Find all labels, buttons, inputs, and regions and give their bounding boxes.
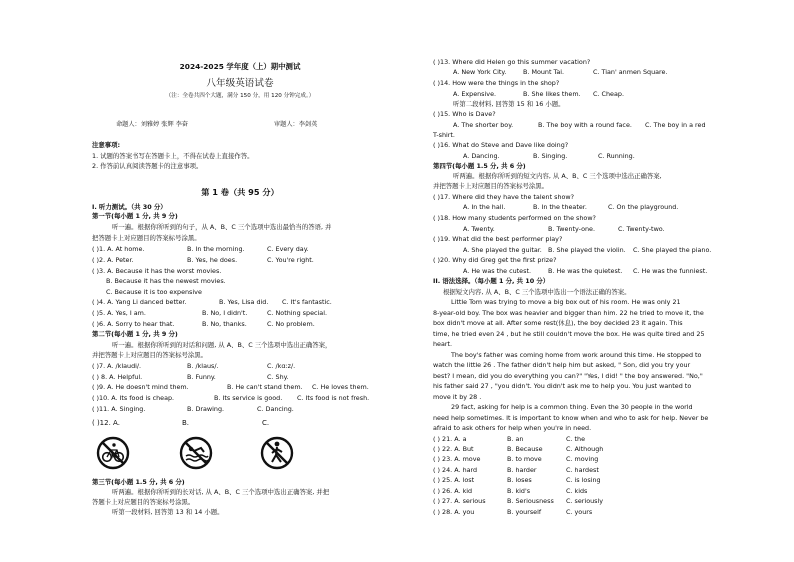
option-c: C. No problem. [267,320,315,328]
option-c: C. Cheap. [593,90,624,98]
option-c: C. Dancing. [257,405,294,413]
option-b: B. kid's [507,487,531,495]
option-c: C. Every day. [267,245,309,253]
question-stem: ( ) 28. A. you [433,508,475,516]
question-stem: ( )16. What do Steve and Dave like doing? [433,141,569,149]
question-stem: ( ) 24. A. hard [433,466,478,474]
section-heading: 第三节(每小题 1.5 分, 共 6 分) [92,478,185,486]
passage-line: box didn't move at all. After some rest(休息), the boy decided 23 it again. This [433,319,683,327]
option-c: C. You're right. [267,256,314,264]
option-b: B. No, I didn't. [202,309,248,317]
option-a: A. He was the cutest. [463,267,531,275]
option-c: C. On the playground. [608,203,679,211]
option-c: C. Twenty-two. [618,225,665,233]
option-b: B. Yes, he does. [187,256,238,264]
exam-subtitle: 八年级英语试卷 [206,78,274,89]
question-stem: ( )1. A. At home. [92,245,145,253]
notice-heading: 注意事项: [92,141,121,149]
exam-note: （注：全卷共四个大题，满分 150 分，用 120 分钟完成。） [165,93,315,99]
passage-line: Little Tom was trying to move a big box out of his room. He was only 21 [451,298,681,306]
option-b: B. Funny. [187,373,216,381]
question-stem: ( )3. A. Because it has the worst movies. [92,267,222,275]
instruction: 并把答题卡上对应题目的答案标号涂黑。 [433,182,549,190]
option-b: B. Its service is good. [214,394,283,402]
passage-line: afraid to ask others for help when you're in need. [433,424,592,432]
question-stem: ( )4. A. Yang Li danced better. [92,298,187,306]
option-b: B. loses [507,476,532,484]
question-stem: ( )15. Who is Dave? [433,110,496,118]
question-stem: ( )11. A. Singing. [92,405,146,413]
passage-line: 29 fact, asking for help is a common thing. Even the 30 people in the world [451,403,693,411]
question-stem: ( )10. A. Its food is cheap. [92,394,175,402]
question-stem: ( )12. A. [92,419,120,427]
option-b: B. /klaus/. [187,362,219,370]
option-c: C. moving [566,455,599,463]
notice-item: 2. 作答前认真阅读答题卡的注意事项。 [92,162,203,170]
volume-title: 第 1 卷（共 95 分） [201,187,279,197]
option-c: C. Because it is too expensive [106,288,202,296]
option-a: A. She played the guitar. [463,246,542,254]
instruction: 把答题卡上对应题目的答案标号涂黑。 [92,234,201,242]
option-c: C. is losing [566,476,601,484]
option-c: C. hardest [566,466,599,474]
question-stem: ( )7. A. /klaudi/. [92,362,142,370]
option-b: B. Mount Tai. [523,68,565,76]
option-c: C. Shy. [267,373,289,381]
question-stem: ( )17. Where did they have the talent show? [433,193,575,201]
option-b: B. The boy with a round face. [538,121,632,129]
instruction: 听第二段材料, 回答第 15 和 16 小题。 [453,100,565,108]
reviewer: 审题人：李剑英 [274,121,318,128]
option-b: B. Drawing. [187,405,225,413]
question-stem: ( )14. How were the things in the shop? [433,79,560,87]
option-b: B. Twenty-one. [548,225,596,233]
option-b: B. to move [507,455,542,463]
option-c: C. [262,419,270,427]
instruction: 听两遍。根据你所听到的长对话, 从 A、B、C 三个选项中选出正确答案, 并把 [112,488,330,496]
option-c: C. He was the funniest. [633,267,708,275]
section-heading: 第一节(每小题 1 分, 共 9 分) [92,212,178,220]
question-stem: ( ) 25. A. lost [433,476,475,484]
no-cycling-icon [96,436,130,470]
question-stem: ( ) 8. A. Helpful. [92,373,143,381]
option-c: C. He loves them. [312,383,369,391]
option-a: A. The shorter boy. [453,121,514,129]
question-stem: ( ) 26. A. kid [433,487,473,495]
instruction: 根据短文内容, 从 A、B、C 三个选项中选出一个语法正确的答案。 [443,288,631,296]
option-b: B. He can't stand them. [227,383,303,391]
exam-title: 2024-2025 学年度（上）期中测试 [179,62,301,71]
option-c: C. It's fantastic. [282,298,332,306]
question-stem: ( ) 22. A. But [433,445,474,453]
passage-line: The boy's father was coming home from work around this time. He stopped to [451,351,702,359]
option-b: B. He was the quietest. [548,267,623,275]
option-c: C. Running. [598,152,635,160]
option-c: C. kids [566,487,588,495]
section-heading: II. 语法选择。（每小题 1 分, 共 10 分） [433,277,550,285]
option-b: B. Singing. [533,152,568,160]
question-stem: ( )5. A. Yes, I am. [92,309,146,317]
option-c: C. She played the piano. [633,246,712,254]
passage-line: his father said 27 , "you didn't. You didn't ask me to help you. You just wanted to [433,382,692,390]
option-c: C. the [566,435,586,443]
question-stem: ( ) 23. A. move [433,455,481,463]
option-b: B. [182,419,190,427]
question-stem: ( )9. A. He doesn't mind them. [92,383,189,391]
option-c: C. Its food is not fresh. [297,394,370,402]
passage-line: watch the little 26 . The father didn't help him but asked, " Son, did you try your [433,361,691,369]
option-c: C. The boy in a red [645,121,706,129]
option-b: B. Because it has the newest movies. [106,277,226,285]
section-heading: I. 听力测试。（共 30 分） [92,203,167,211]
option-b: B. yourself [507,508,542,516]
passage-line: move it by 28 . [433,393,482,401]
option-c: C. /kɑːz/. [267,362,296,370]
option-a: A. Dancing. [463,152,500,160]
option-c: C. Tian' anmen Square. [593,68,668,76]
setters: 命题人：刘雅婷 张辉 李奋 [116,121,188,128]
option-b: B. Because [507,445,543,453]
question-stem: ( )18. How many students performed on the show? [433,214,596,222]
option-b: B. an [507,435,524,443]
section-heading: 第四节(每小题 1.5 分, 共 6 分) [433,162,526,170]
question-stem: ( ) 27. A. serious [433,497,486,505]
instruction: 听第一段材料, 回答第 13 和 14 小题。 [112,508,224,516]
passage-line: heart. [433,340,453,348]
passage-line: best? I mean, did you do everything you can?" "Yes, I did! " the boy answered. "No," [433,372,703,380]
instruction: 听两遍。根据你所听到的短文内容, 从 A、B、C 三个选项中选出正确答案, [453,172,662,180]
section-heading: 第二节(每小题 1 分, 共 9 分) [92,330,178,338]
passage-line: 8-year-old boy. The box was heavier and bigger than him. 22 he tried to move it, the [433,309,704,317]
passage-line: time, he tried even 24 , but he still couldn't move the box. He was quite tired and 25 [433,330,705,338]
instruction: 答题卡上对应题目的答案标号涂黑。 [92,498,195,506]
instruction: 并把答题卡上对应题目的答案标号涂黑。 [92,351,208,359]
option-b: B. In the morning. [187,245,245,253]
option-b: B. harder [507,466,537,474]
option-c: C. yours [566,508,593,516]
option-b: B. She likes them. [523,90,581,98]
option-c-continued: T-shirt. [433,131,455,139]
option-a: A. Expensive. [453,90,497,98]
question-stem: ( )19. What did the best performer play? [433,235,563,243]
option-a: A. Twenty. [463,225,495,233]
option-b: B. She played the violin. [548,246,626,254]
option-c: C. seriously [566,497,604,505]
option-b: B. No, thanks. [202,320,247,328]
option-b: B. Yes, Lisa did. [219,298,269,306]
option-b: B. Seriousness [507,497,554,505]
right-column [433,0,725,562]
no-swimming-icon [179,436,213,470]
instruction: 听一遍。根据你所听到的对话和问题, 从 A、B、C 三个选项中选出正确答案， [112,341,332,349]
left-column [92,0,388,562]
no-walking-icon [260,436,294,470]
option-a: A. New York City. [453,68,507,76]
instruction: 听一遍。根据你所听到的句子，从 A、B、C 三个选项中选出最恰当的答语, 并 [112,223,332,231]
question-stem: ( )2. A. Peter. [92,256,134,264]
question-stem: ( )13. Where did Helen go this summer vacation? [433,58,591,66]
option-b: B. In the theater. [533,203,587,211]
notice-item: 1. 试题的答案书写在答题卡上，不得在试卷上直接作答。 [92,152,254,160]
option-a: A. In the hall. [463,203,506,211]
passage-line: need help sometimes. It is important to know when and who to ask for help. Never be [433,414,709,422]
question-stem: ( )20. Why did Greg get the first prize? [433,256,557,264]
option-c: C. Although [566,445,604,453]
question-stem: ( ) 21. A. a [433,435,467,443]
question-stem: ( )6. A. Sorry to hear that. [92,320,175,328]
option-c: C. Nothing special. [267,309,328,317]
